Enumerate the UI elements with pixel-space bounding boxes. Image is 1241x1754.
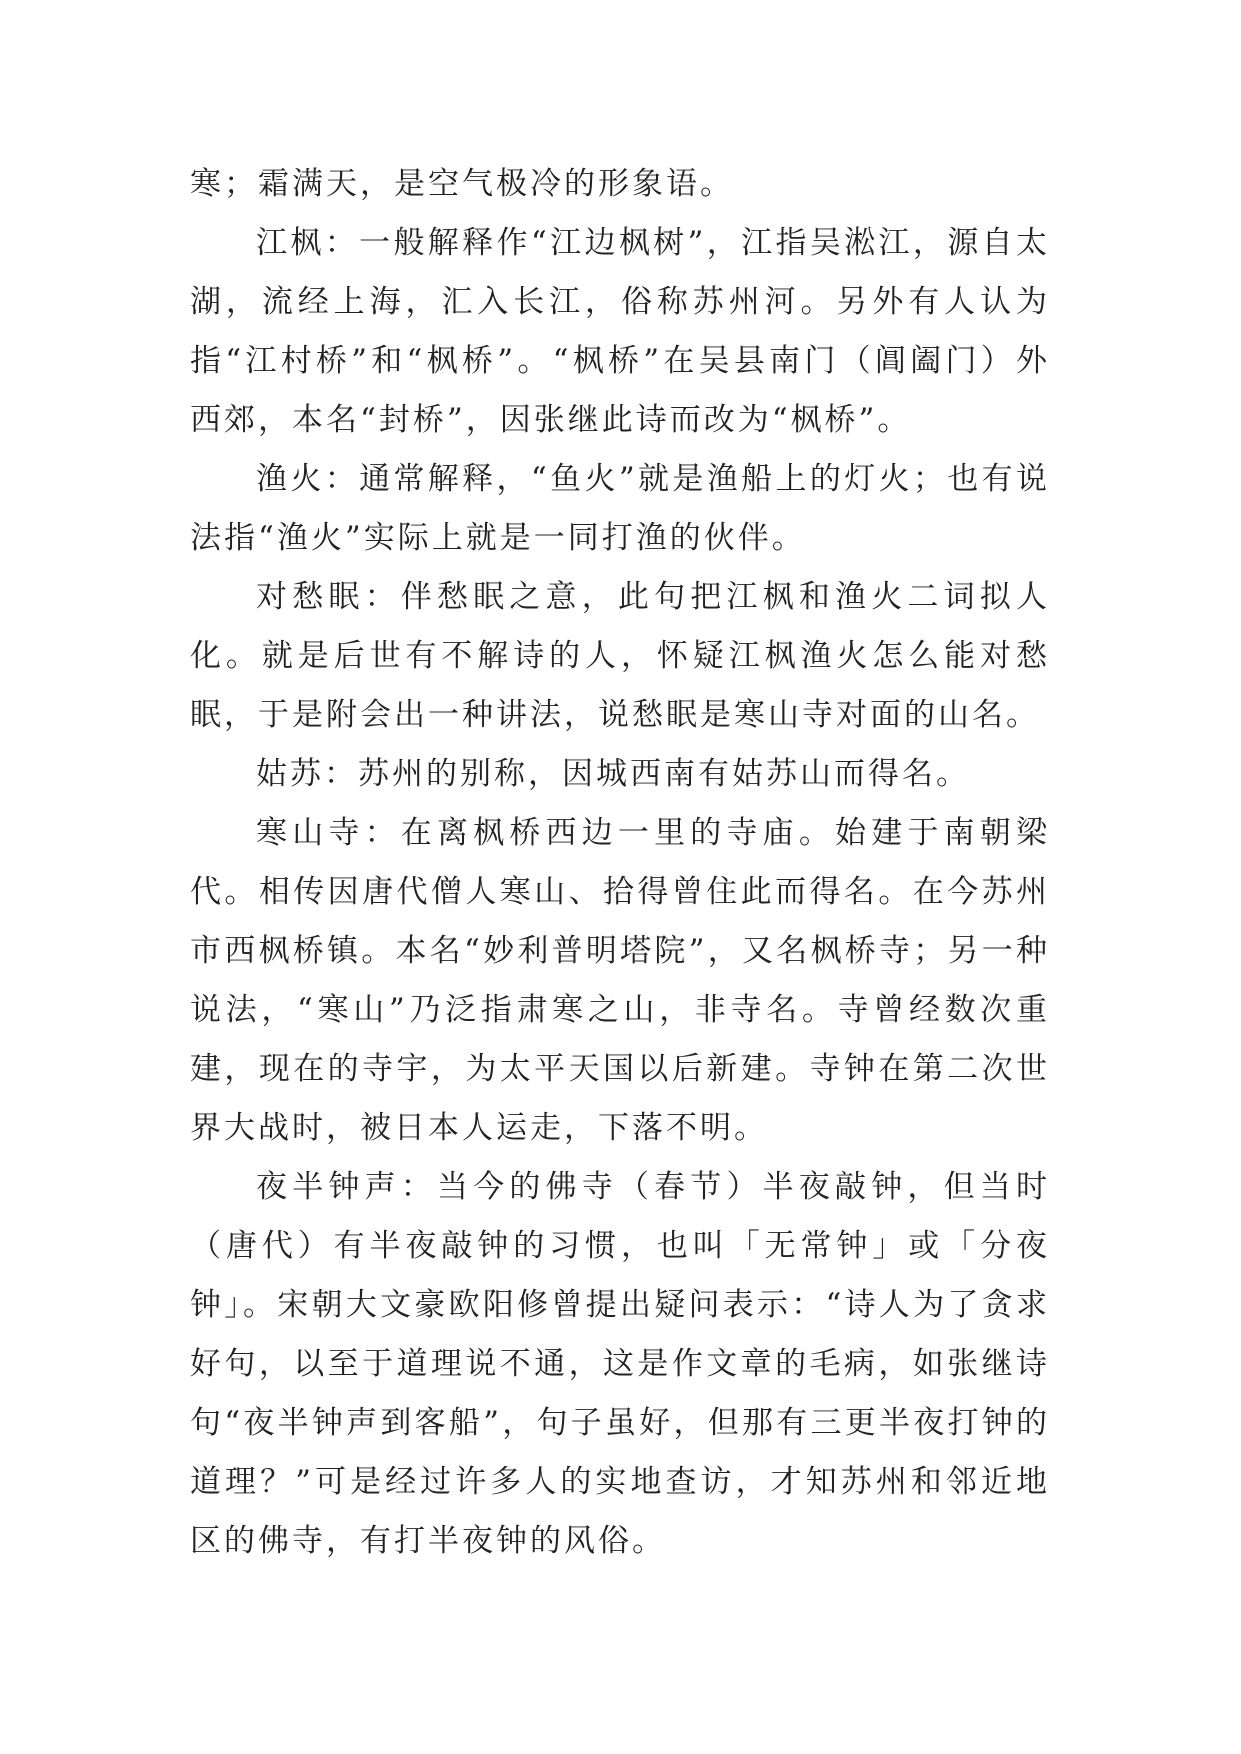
paragraph-yuhuo: 渔火：通常解释，“鱼火”就是渔船上的灯火；也有说法指“渔火”实际上就是一同打渔的伙伴。 <box>190 461 1050 556</box>
paragraph-yebanzhongsheng: 夜半钟声：当今的佛寺（春节）半夜敲钟，但当时（唐代）有半夜敲钟的习惯，也叫「无常钟」或「分夜钟」。宋朝大文豪欧阳修曾提出疑问表示：“诗人为了贪求好句，以至于道理说不通，这是作文章的毛病，如张继诗句“夜半钟声到客船”，句子虽好，但那有三更半夜打钟的道理？”可是经过许多人的实地查访，才知苏州和邻近地区的佛寺，有打半夜钟的风俗。 <box>190 1169 1050 1559</box>
paragraph-jiangfeng: 江枫：一般解释作“江边枫树”，江指吴淞江，源自太湖，流经上海，汇入长江，俗称苏州河。另外有人认为指“江村桥”和“枫桥”。“枫桥”在吴县南门（阊阖门）外西郊，本名“封桥”，因张继此诗而改为“枫桥”。 <box>190 225 1050 438</box>
paragraph-gusu: 姑苏：苏州的别称，因城西南有姑苏山而得名。 <box>256 756 970 792</box>
body-text <box>190 155 1050 1571</box>
paragraph-hanshansi: 寒山寺：在离枫桥西边一里的寺庙。始建于南朝梁代。相传因唐代僧人寒山、拾得曾住此而得名。在今苏州市西枫桥镇。本名“妙利普明塔院”，又名枫桥寺；另一种说法，“寒山”乃泛指肃寒之山，非寺名。寺曾经数次重建，现在的寺宇，为太平天国以后新建。寺钟在第二次世界大战时，被日本人运走，下落不明。 <box>190 815 1050 1146</box>
paragraph-duichoumian: 对愁眠：伴愁眠之意，此句把江枫和渔火二词拟人化。就是后世有不解诗的人，怀疑江枫渔火怎么能对愁眠，于是附会出一种讲法，说愁眠是寒山寺对面的山名。 <box>190 579 1050 733</box>
paragraph-continuation: 寒；霜满天，是空气极冷的形象语。 <box>190 166 734 202</box>
